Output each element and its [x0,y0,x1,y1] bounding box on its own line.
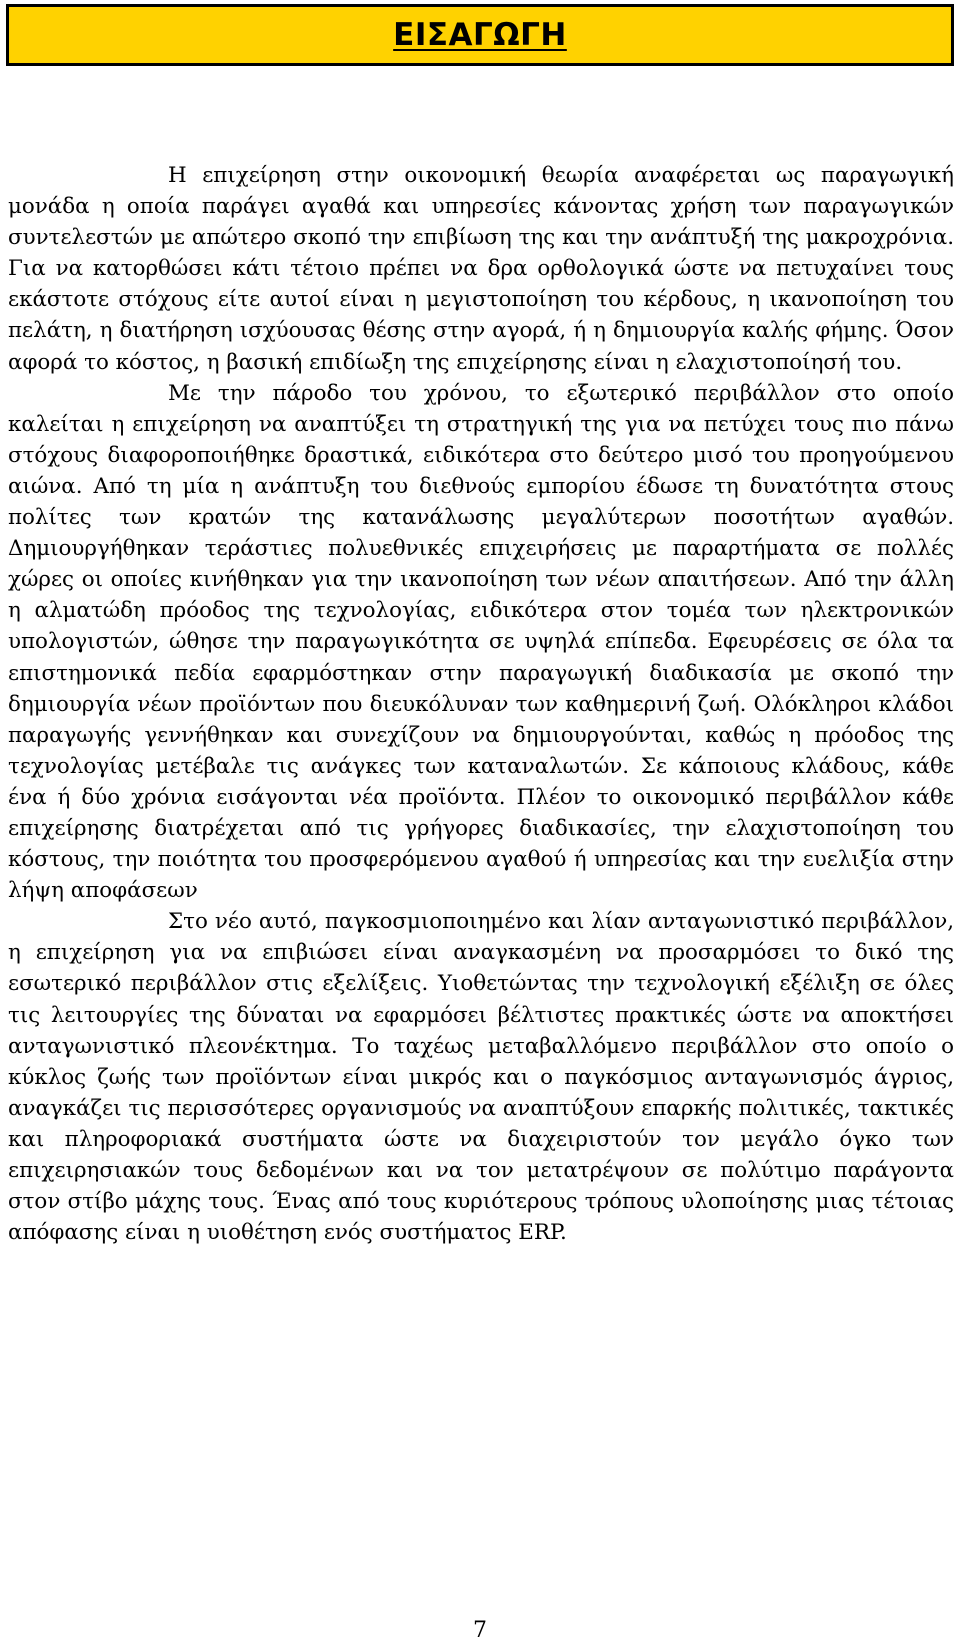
title-banner [6,4,954,66]
paragraph-2: Με την πάροδο του χρόνου, το εξωτερικό περιβάλλον στο οποίο καλείται η επιχείρηση να αναπτύξει τη στρατηγική της για να πετύχει τους πιο πάνω στόχους διαφοροποιήθηκε δραστικά, ειδικότερα στο δεύτερο μισό του προηγούμενου αιώνα. Από τη μία η ανάπτυξη του διεθνούς εμπορίου έδωσε τη δυνατότητα στους πολίτες των κρατών της κατανάλωσης μεγαλύτερων ποσοτήτων αγαθών. Δημιουργήθηκαν τεράστιες πολυεθνικές επιχειρήσεις με παραρτήματα σε πολλές χώρες οι οποίες κινήθηκαν για την ικανοποίηση των νέων απαιτήσεων. Από την άλλη η αλματώδη πρόοδος της τεχνολογίας, ειδικότερα στον τομέα των ηλεκτρονικών υπολογιστών, ώθησε την παραγωγικότητα σε υψηλά επίπεδα. Εφευρέσεις σε όλα τα επιστημονικά πεδία εφαρμόστηκαν στην παραγωγική διαδικασία με σκοπό την δημιουργία νέων προϊόντων που διευκόλυναν των καθημερινή ζωή. Ολόκληροι κλάδοι παραγωγής γεννήθηκαν και συνεχίζουν να δημιουργούνται, καθώς η πρόοδος της τεχνολογίας μετέβαλε τις ανάγκες των καταναλωτών. Σε κάποιους κλάδους, κάθε ένα ή δύο χρόνια εισάγονται νέα προϊόντα. Πλέον το οικονομικό περιβάλλον κάθε επιχείρησης διατρέχεται από τις γρήγορες διαδικασίες, την ελαχιστοποίηση του κόστους, την ποιότητα του προσφερόμενου αγαθού ή υπηρεσίας και την ευελιξία στην λήψη αποφάσεων [8,380,954,904]
paragraph-1: Η επιχείρηση στην οικονομική θεωρία αναφέρεται ως παραγωγική μονάδα η οποία παράγει αγαθά και υπηρεσίες κάνοντας χρήση των παραγωγικών συντελεστών με απώτερο σκοπό την επιβίωση της και την ανάπτυξή της μακροχρόνια. Για να κατορθώσει κάτι τέτοιο πρέπει να δρα ορθολογικά ώστε να πετυχαίνει τους εκάστοτε στόχους είτε αυτοί είναι η μεγιστοποίηση του κέρδους, η ικανοποίηση του πελάτη, η διατήρηση ισχύουσας θέσης στην αγορά, ή η δημιουργία καλής φήμης. Όσον αφορά το κόστος, η βασική επιδίωξη της επιχείρησης είναι η ελαχιστοποίησή του. [8,163,954,375]
page-title: ΕΙΣΑΓΩΓΗ [393,17,567,53]
document-body [8,160,954,1248]
paragraph-3: Στο νέο αυτό, παγκοσμιοποιημένο και λίαν ανταγωνιστικό περιβάλλον, η επιχείρηση για να επιβιώσει είναι αναγκασμένη να προσαρμόσει το δικό της εσωτερικό περιβάλλον στις εξελίξεις. Υιοθετώντας την τεχνολογική εξέλιξη σε όλες τις λειτουργίες της δύναται να εφαρμόσει βέλτιστες πρακτικές ώστε να αποκτήσει ανταγωνιστικό πλεονέκτημα. Το ταχέως μεταβαλλόμενο περιβάλλον στο οποίο ο κύκλος ζωής των προϊόντων είναι μικρός και ο παγκόσμιος ανταγωνισμός άγριος, αναγκάζει τις περισσότερες οργανισμούς να αναπτύξουν επαρκής πολιτικές, τακτικές και πληροφοριακά συστήματα ώστε να διαχειριστούν τον μεγάλο όγκο των επιχειρησιακών τους δεδομένων και να τον μετατρέψουν σε πολύτιμο παράγοντα στον στίβο μάχης τους. Ένας από τους κυριότερους τρόπους υλοποίησης μιας τέτοιας απόφασης είναι η υιοθέτηση ενός συστήματος ERP. [8,909,954,1246]
page-number: 7 [473,1618,487,1643]
